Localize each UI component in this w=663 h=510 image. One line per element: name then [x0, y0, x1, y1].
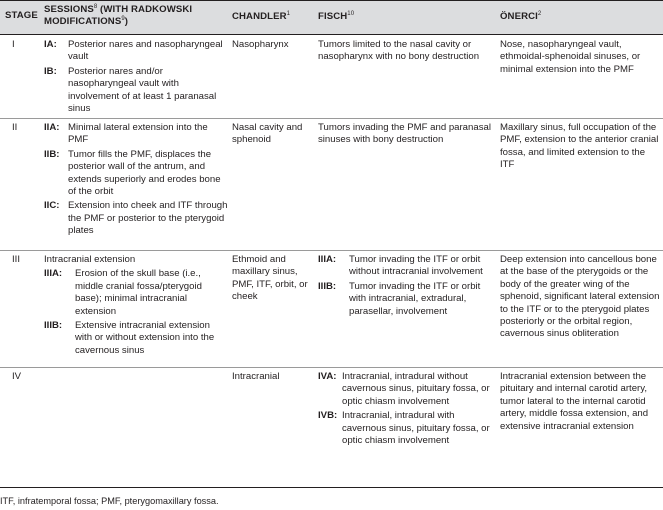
footnote: ITF, infratemporal fossa; PMF, pterygomaxillary fossa. [0, 496, 219, 506]
onerci-cell: Deep extension into cancellous bone at the base of the pterygoids or the body of the greater wing of the sphenoid, significant lateral extension to the ITF or to the pterygoid plates posteriorly or the orbital region, cavernous sinus obliteration [500, 254, 660, 340]
entry-text: Posterior nares and nasopharyngeal vault [68, 39, 223, 63]
chandler-cell: Nasal cavity and sphenoid [232, 122, 303, 146]
fisch-entry [318, 281, 492, 318]
fisch-cell: Tumors invading the PMF and paranasal sinuses with bony destruction [318, 122, 491, 146]
entry-text: Tumor invading the ITF or orbit with intracranial, extradural, parasellar, involvement [349, 280, 481, 317]
stage-cell: IV [12, 371, 22, 382]
sessions-cell [44, 122, 229, 240]
fisch-entry [318, 371, 492, 408]
stage-code: IIB: [44, 148, 60, 160]
fisch-cell: Tumors limited to the nasal cavity or nasopharynx with no bony destruction [318, 39, 480, 63]
chandler-cell: Nasopharynx [232, 39, 289, 50]
sessions-entry [44, 200, 229, 237]
sessions-intro: Intracranial extension [44, 254, 136, 265]
onerci-cell: Nose, nasopharyngeal vault, ethmoidal-sphenoidal sinuses, or minimal extension into the PMF [500, 39, 641, 75]
header-stage: STAGE [5, 10, 38, 21]
entry-text: Posterior nares and/or nasopharyngeal vault with involvement of at least 1 paranasal sinus [68, 65, 217, 115]
entry-text: Erosion of the skull base (i.e., middle cranial fossa/pterygoid base); minimal intracranial extension [75, 268, 202, 317]
stage-code: IIIB: [44, 320, 63, 332]
onerci-cell: Maxillary sinus, full occupation of the PMF, extension to the anterior cranial fossa, and limited extension to the ITF [500, 122, 659, 171]
entry-text: Extension into cheek and ITF through the PMF or posterior to the pterygoid plates [68, 200, 228, 237]
row-divider [0, 250, 663, 251]
entry-text: Tumor invading the ITF or orbit without intracranial involvement [349, 254, 483, 278]
stage-code: IIIA: [44, 268, 63, 280]
row-divider [0, 118, 663, 119]
stage-code: IVB: [318, 410, 338, 422]
header-chandler: CHANDLER$^1$ [232, 11, 291, 22]
sessions-entry [44, 320, 229, 357]
sessions-entry [44, 122, 229, 147]
fisch-cell [318, 371, 492, 449]
stage-code: IIC: [44, 200, 60, 212]
entry-text: Minimal lateral extension into the PMF [68, 122, 208, 146]
stage-code: IIIA: [318, 254, 337, 265]
sessions-cell [44, 39, 229, 117]
sessions-entry [44, 39, 229, 64]
stage-cell: II [12, 122, 18, 133]
entry-text: Intracranial, intradural with cavernous sinus, pituitary fossa, or optic chiasm involvement [342, 410, 490, 447]
fisch-cell [318, 254, 492, 320]
header-onerci: ÖNERCI$^2$ [500, 11, 542, 22]
table-bottom-rule [0, 487, 663, 488]
stage-cell: III [12, 254, 20, 265]
onerci-cell: Intracranial extension between the pituitary and internal carotid artery, tumor lateral to the internal carotid artery, middle fossa extension, and extensive intracranial extension [500, 371, 649, 432]
header-sessions: SESSIONS$^8$ (WITH RADKOWSKI MODIFICATIONS$^9$) [44, 4, 193, 27]
entry-text: Tumor fills the PMF, displaces the posterior wall of the antrum, and extends superiorly and erodes bone of the orbit [68, 148, 221, 198]
stage-code: IIIB: [318, 280, 337, 292]
stage-code: IVA: [318, 371, 337, 382]
fisch-entry [318, 410, 492, 447]
stage-cell: I [12, 39, 15, 50]
sessions-entry [44, 66, 229, 116]
chandler-cell: Ethmoid and maxillary sinus, PMF, ITF, orbit, or cheek [232, 254, 308, 303]
sessions-entry [44, 268, 229, 318]
stage-code: IB: [44, 65, 57, 77]
row-divider [0, 367, 663, 368]
header-fisch: FISCH$^{10}$ [318, 11, 355, 22]
sessions-entry [44, 149, 229, 199]
entry-text: Extensive intracranial extension with or without extension into the cavernous sinus [75, 320, 215, 356]
sessions-cell [44, 254, 229, 359]
fisch-entry [318, 254, 492, 279]
entry-text: Intracranial, intradural without cavernous sinus, pituitary fossa, or optic chiasm involvement [342, 371, 490, 407]
stage-code: IA: [44, 39, 57, 50]
table-header [0, 0, 663, 35]
chandler-cell: Intracranial [232, 371, 280, 382]
stage-code: IIA: [44, 122, 60, 133]
